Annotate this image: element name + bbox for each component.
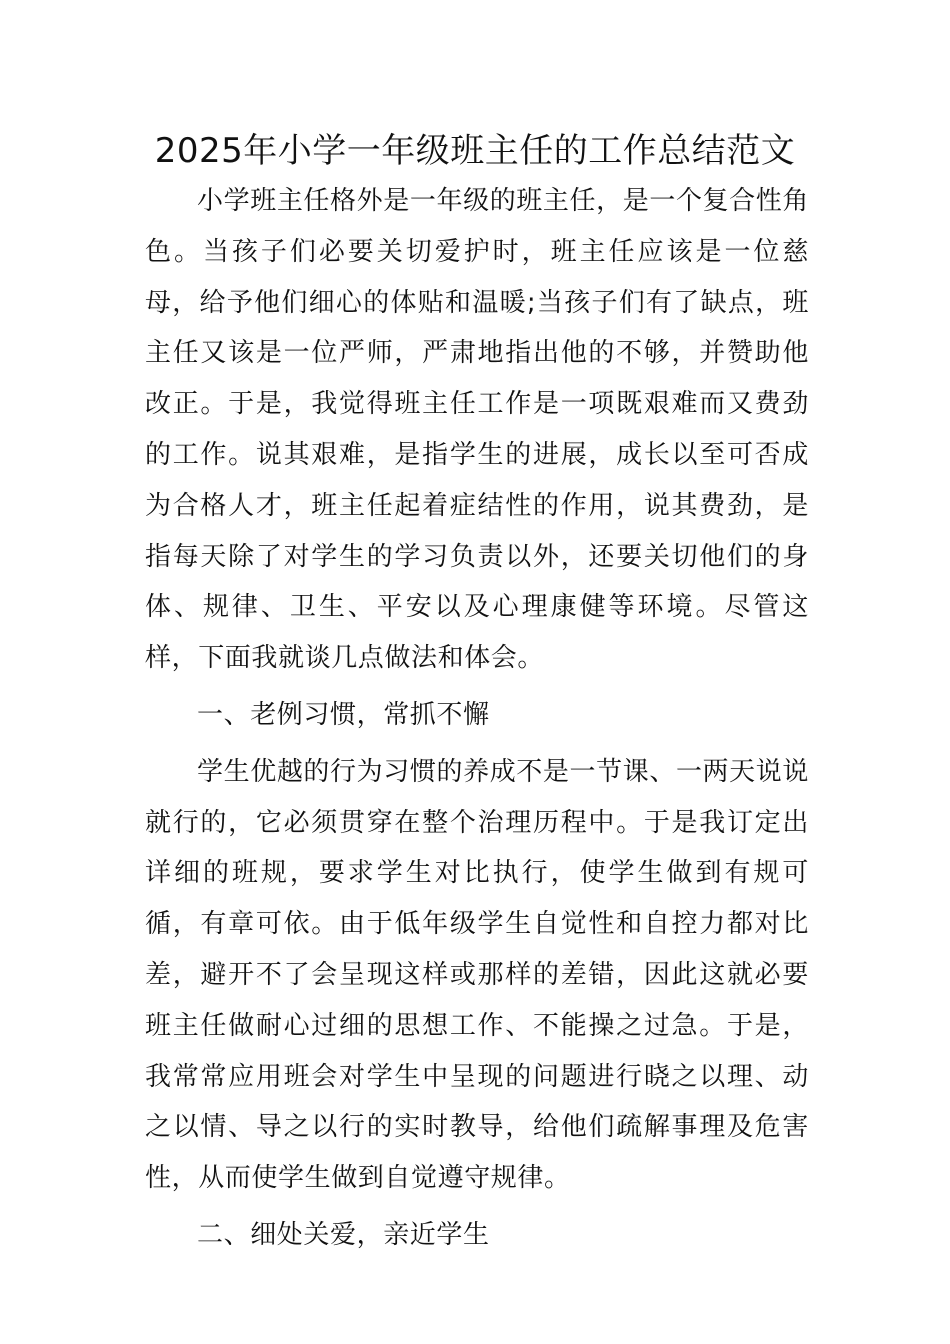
document-body xyxy=(145,176,809,1263)
section-heading-2: 二、细处关爱，亲近学生 xyxy=(197,1219,490,1250)
paragraph-habits: 学生优越的行为习惯的养成不是一节课、一两天说说就行的，它必须贯穿在整个治理历程中。于是我订定出详细的班规，要求学生对比执行，使学生做到有规可循，有章可依。由于低年级学生自觉性和自控力都对比差，避开不了会呈现这样或那样的差错，因此这就必要班主任做耐心过细的思想工作、不能操之过急。于是，我常常应用班会对学生中呈现的问题进行晓之以理、动之以情、导之以行的实时教导，给他们疏解事理及危害性，从而使学生做到自觉遵守规律。 xyxy=(145,756,809,1194)
section-heading-1: 一、老例习惯，常抓不懈 xyxy=(197,699,490,730)
paragraph-intro: 小学班主任格外是一年级的班主任，是一个复合性角色。当孩子们必要关切爱护时，班主任应该是一位慈母，给予他们细心的体贴和温暖;当孩子们有了缺点，班主任又该是一位严师，严肃地指出他的不够，并赞助他改正。于是，我觉得班主任工作是一项既艰难而又费劲的工作。说其艰难，是指学生的进展，成长以至可否成为合格人才，班主任起着症结性的作用，说其费劲，是指每天除了对学生的学习负责以外，还要关切他们的身体、规律、卫生、平安以及心理康健等环境。尽管这样，下面我就谈几点做法和体会。 xyxy=(145,186,809,674)
document-title: 2025年小学一年级班主任的工作总结范文 xyxy=(154,131,796,171)
